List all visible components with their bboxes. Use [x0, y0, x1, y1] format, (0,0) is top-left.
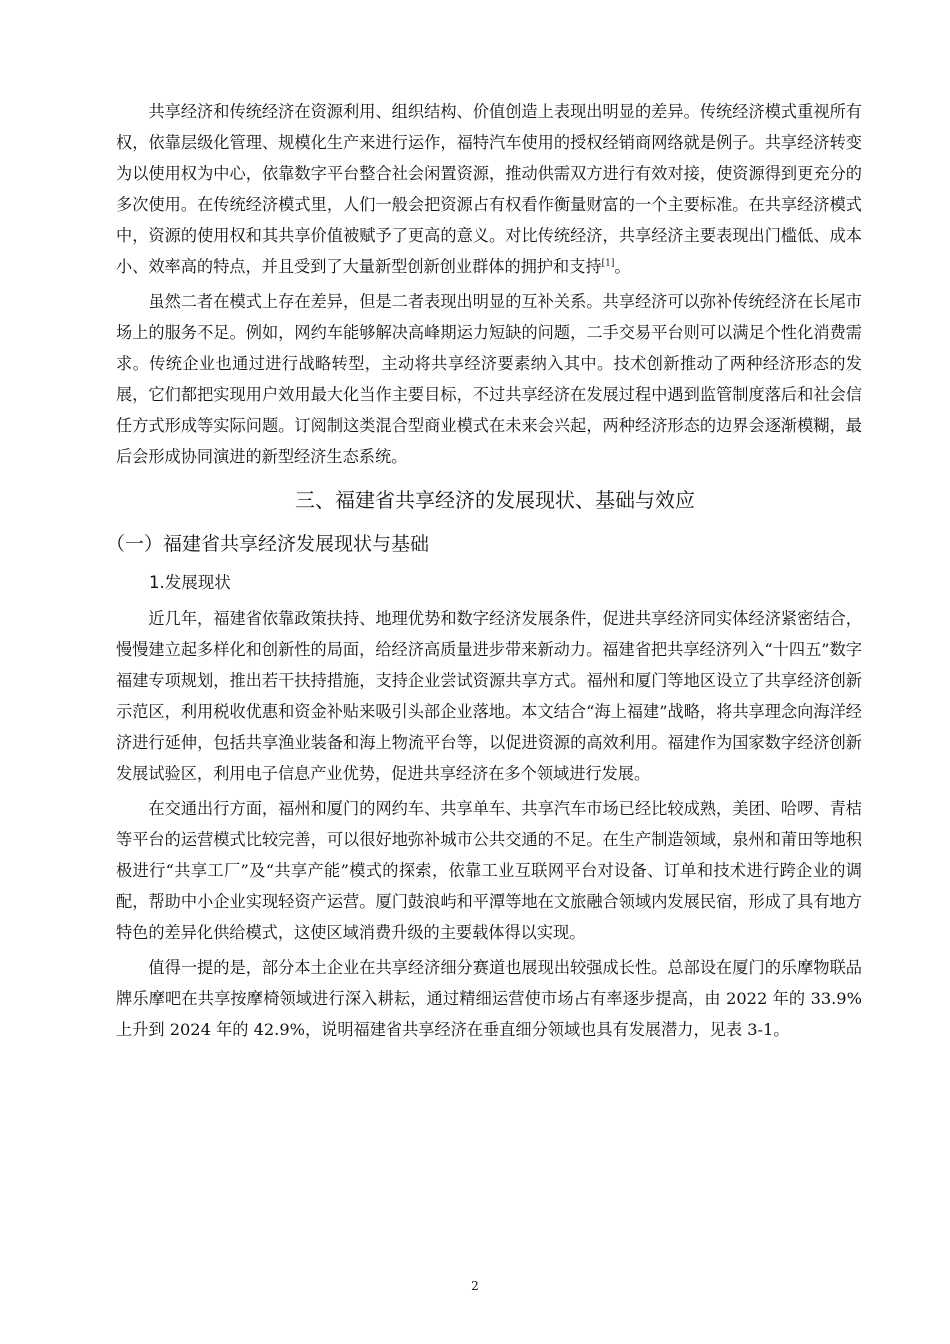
paragraph-recent-years: 近几年，福建省依靠政策扶持、地理优势和数字经济发展条件，促进共享经济同实体经济紧密结合，慢慢建立起多样化和创新性的局面，给经济高质量进步带来新动力。福建省把共享经济列入“十四五”数字福建专项规划，推出若干扶持措施，支持企业尝试资源共享方式。福州和厦门等地区设立了共享经济创新示范区，利用税收优惠和资金补贴来吸引头部企业落地。本文结合“海上福建”战略，将共享理念向海洋经济进行延伸，包括共享渔业装备和海上物流平台等，以促进资源的高效利用。福建作为国家数字经济创新发展试验区，利用电子信息产业优势，促进共享经济在多个领域进行发展。 [116, 609, 862, 783]
citation-reference[interactable]: [1] [601, 258, 615, 269]
paragraph-local-enterprises: 值得一提的是，部分本土企业在共享经济细分赛道也展现出较强成长性。总部设在厦门的乐摩物联品牌乐摩吧在共享按摩椅领域进行深入耕耘，通过精细运营使市场占有率逐步提高，由 2022 年的 33.9%上升到 2024 年的 42.9%，说明福建省共享经济在垂直细分领域也具有发展潜力，见表 3-1。 [116, 958, 862, 1039]
paragraph-differences [116, 96, 862, 282]
paragraph-text: 共享经济和传统经济在资源利用、组织结构、价值创造上表现出明显的差异。传统经济模式重视所有权，依靠层级化管理、规模化生产来进行运作，福特汽车使用的授权经销商网络就是例子。共享经济转变为以使用权为中心，依靠数字平台整合社会闲置资源，推动供需双方进行有效对接，使资源得到更充分的多次使用。在传统经济模式里，人们一般会把资源占有权看作衡量财富的一个主要标准。在共享经济模式中，资源的使用权和其共享价值被赋予了更高的意义。对比传统经济，共享经济主要表现出门槛低、成本小、效率高的特点，并且受到了大量新型创新创业群体的拥护和支持 [116, 102, 862, 276]
paragraph-transportation: 在交通出行方面，福州和厦门的网约车、共享单车、共享汽车市场已经比较成熟，美团、哈啰、青桔等平台的运营模式比较完善，可以很好地弥补城市公共交通的不足。在生产制造领域，泉州和莆田等地积极进行“共享工厂”及“共享产能”模式的探索，依靠工业互联网平台对设备、订单和技术进行跨企业的调配，帮助中小企业实现轻资产运营。厦门鼓浪屿和平潭等地在文旅融合领域内发展民宿，形成了具有地方特色的差异化供给模式，这使区域消费升级的主要载体得以实现。 [116, 799, 862, 942]
item-heading: 1.发展现状 [149, 573, 231, 592]
page-number: 2 [471, 1279, 479, 1293]
paragraph-complementarity: 虽然二者在模式上存在差异，但是二者表现出明显的互补关系。共享经济可以弥补传统经济在长尾市场上的服务不足。例如，网约车能够解决高峰期运力短缺的问题，二手交易平台则可以满足个性化消费需求。传统企业也通过进行战略转型，主动将共享经济要素纳入其中。技术创新推动了两种经济形态的发展，它们都把实现用户效用最大化当作主要目标，不过共享经济在发展过程中遇到监管制度落后和社会信任方式形成等实际问题。订阅制这类混合型商业模式在未来会兴起，两种经济形态的边界会逐渐模糊，最后会形成协同演进的新型经济生态系统。 [116, 292, 862, 466]
subsection-heading: （一）福建省共享经济发展现状与基础 [106, 533, 430, 555]
paragraph-tail: 。 [614, 257, 631, 276]
section-heading: 三、福建省共享经济的发展现状、基础与效应 [295, 488, 695, 512]
